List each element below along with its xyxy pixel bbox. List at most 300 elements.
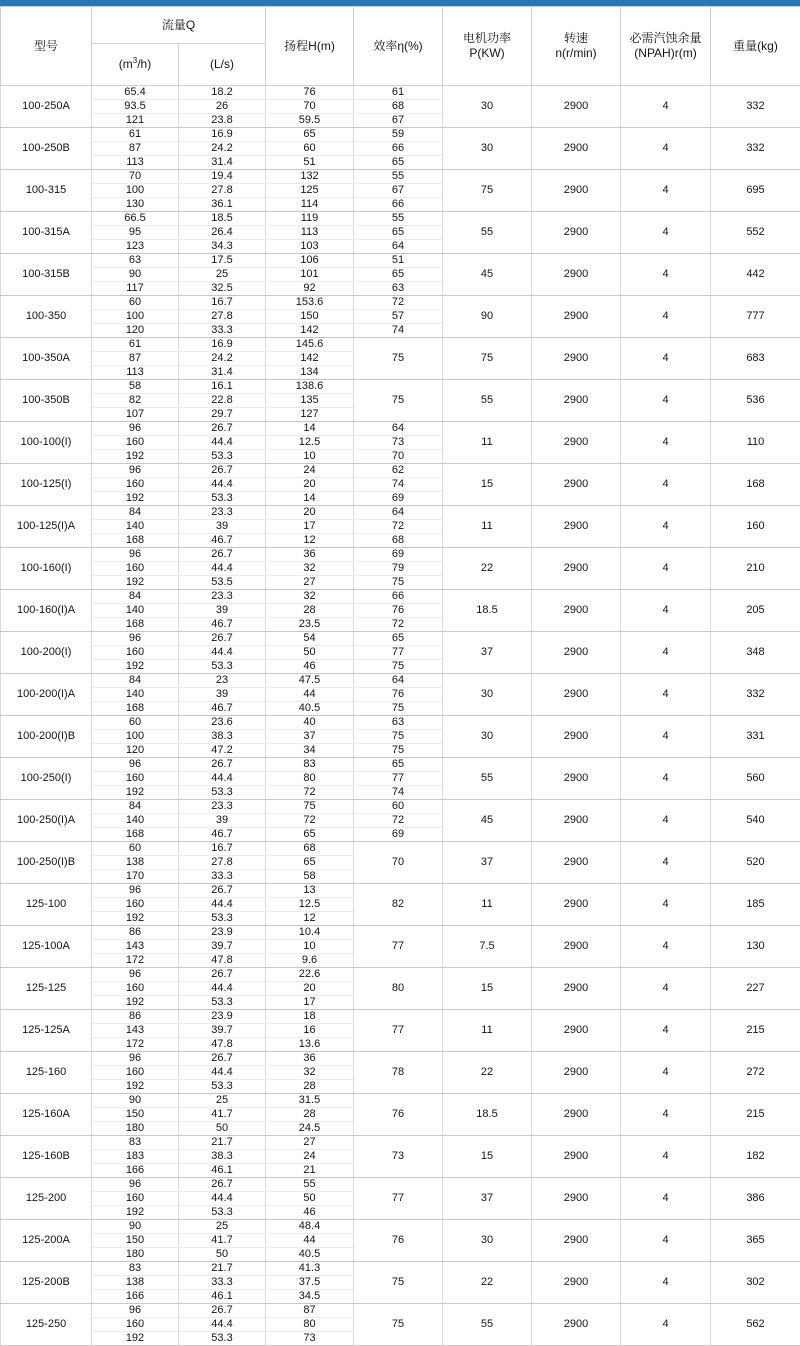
model-cell: 125-160B <box>1 1136 92 1178</box>
flow-ls-cell: 16.9 <box>179 338 266 352</box>
head-cell: 80 <box>266 772 354 786</box>
speed-cell: 2900 <box>532 254 621 296</box>
npsh-cell: 4 <box>621 128 711 170</box>
flow-ls-cell: 23.3 <box>179 800 266 814</box>
model-cell: 100-315B <box>1 254 92 296</box>
flow-ls-cell: 19.4 <box>179 170 266 184</box>
flow-m3h-cell: 120 <box>92 324 179 338</box>
flow-ls-cell: 26.7 <box>179 548 266 562</box>
flow-m3h-cell: 83 <box>92 1136 179 1150</box>
flow-ls-cell: 34.3 <box>179 240 266 254</box>
weight-cell: 348 <box>711 632 800 674</box>
head-cell: 44 <box>266 688 354 702</box>
flow-m3h-cell: 183 <box>92 1150 179 1164</box>
flow-m3h-cell: 96 <box>92 758 179 772</box>
flow-ls-cell: 26.7 <box>179 1052 266 1066</box>
flow-m3h-cell: 83 <box>92 1262 179 1276</box>
weight-cell: 160 <box>711 506 800 548</box>
head-cell: 65 <box>266 828 354 842</box>
head-cell: 36 <box>266 548 354 562</box>
speed-cell: 2900 <box>532 1220 621 1262</box>
flow-ls-cell: 23.9 <box>179 926 266 940</box>
header-head: 扬程H(m) <box>266 7 354 86</box>
npsh-cell: 4 <box>621 1094 711 1136</box>
npsh-cell: 4 <box>621 338 711 380</box>
flow-m3h-cell: 65.4 <box>92 86 179 100</box>
table-row <box>1 338 800 352</box>
weight-cell: 130 <box>711 926 800 968</box>
flow-m3h-cell: 192 <box>92 912 179 926</box>
efficiency-cell: 76 <box>354 688 443 702</box>
model-cell: 125-100A <box>1 926 92 968</box>
power-cell: 37 <box>443 632 532 674</box>
model-cell: 125-250 <box>1 1304 92 1346</box>
flow-m3h-cell: 180 <box>92 1122 179 1136</box>
model-cell: 100-200(I)B <box>1 716 92 758</box>
flow-m3h-cell: 130 <box>92 198 179 212</box>
flow-ls-cell: 46.1 <box>179 1290 266 1304</box>
table-row <box>1 170 800 184</box>
table-row <box>1 506 800 520</box>
flow-ls-cell: 36.1 <box>179 198 266 212</box>
head-cell: 20 <box>266 982 354 996</box>
head-cell: 59.5 <box>266 114 354 128</box>
power-cell: 55 <box>443 380 532 422</box>
table-row <box>1 212 800 226</box>
weight-cell: 332 <box>711 674 800 716</box>
power-cell: 11 <box>443 884 532 926</box>
flow-m3h-cell: 192 <box>92 1206 179 1220</box>
flow-ls-cell: 29.7 <box>179 408 266 422</box>
flow-m3h-cell: 192 <box>92 576 179 590</box>
flow-ls-cell: 24.2 <box>179 142 266 156</box>
head-cell: 60 <box>266 142 354 156</box>
flow-m3h-cell: 160 <box>92 898 179 912</box>
head-cell: 142 <box>266 324 354 338</box>
flow-m3h-cell: 96 <box>92 1178 179 1192</box>
head-cell: 106 <box>266 254 354 268</box>
head-cell: 10.4 <box>266 926 354 940</box>
npsh-cell: 4 <box>621 842 711 884</box>
efficiency-cell: 74 <box>354 786 443 800</box>
flow-ls-cell: 22.8 <box>179 394 266 408</box>
npsh-cell: 4 <box>621 926 711 968</box>
efficiency-cell: 66 <box>354 590 443 604</box>
flow-m3h-cell: 138 <box>92 1276 179 1290</box>
head-cell: 40.5 <box>266 1248 354 1262</box>
power-cell: 30 <box>443 716 532 758</box>
flow-ls-cell: 53.5 <box>179 576 266 590</box>
flow-ls-cell: 25 <box>179 1094 266 1108</box>
efficiency-cell: 64 <box>354 506 443 520</box>
flow-m3h-cell: 160 <box>92 646 179 660</box>
efficiency-cell: 75 <box>354 1304 443 1346</box>
efficiency-cell: 72 <box>354 296 443 310</box>
head-cell: 32 <box>266 562 354 576</box>
flow-m3h-cell: 170 <box>92 870 179 884</box>
head-cell: 32 <box>266 1066 354 1080</box>
flow-m3h-cell: 96 <box>92 632 179 646</box>
flow-ls-cell: 38.3 <box>179 1150 266 1164</box>
flow-ls-cell: 46.1 <box>179 1164 266 1178</box>
flow-m3h-cell: 107 <box>92 408 179 422</box>
flow-m3h-cell: 160 <box>92 982 179 996</box>
flow-m3h-cell: 140 <box>92 688 179 702</box>
power-cell: 22 <box>443 548 532 590</box>
weight-cell: 227 <box>711 968 800 1010</box>
weight-cell: 168 <box>711 464 800 506</box>
head-cell: 65 <box>266 128 354 142</box>
efficiency-cell: 68 <box>354 100 443 114</box>
flow-ls-cell: 53.3 <box>179 996 266 1010</box>
head-cell: 40 <box>266 716 354 730</box>
npsh-cell: 4 <box>621 1220 711 1262</box>
efficiency-cell: 60 <box>354 800 443 814</box>
flow-m3h-cell: 121 <box>92 114 179 128</box>
head-cell: 72 <box>266 814 354 828</box>
npsh-cell: 4 <box>621 212 711 254</box>
table-row <box>1 1010 800 1024</box>
npsh-cell: 4 <box>621 716 711 758</box>
efficiency-cell: 73 <box>354 1136 443 1178</box>
head-cell: 150 <box>266 310 354 324</box>
head-cell: 20 <box>266 478 354 492</box>
head-cell: 34.5 <box>266 1290 354 1304</box>
power-cell: 55 <box>443 212 532 254</box>
model-cell: 125-160A <box>1 1094 92 1136</box>
efficiency-cell: 73 <box>354 436 443 450</box>
efficiency-cell: 64 <box>354 422 443 436</box>
model-cell: 100-350 <box>1 296 92 338</box>
flow-ls-cell: 44.4 <box>179 562 266 576</box>
header-flow-m3h: $(m^3/h)$ <box>92 44 179 86</box>
weight-cell: 110 <box>711 422 800 464</box>
head-cell: 28 <box>266 1080 354 1094</box>
model-cell: 125-125A <box>1 1010 92 1052</box>
flow-ls-cell: 27.8 <box>179 856 266 870</box>
efficiency-cell: 75 <box>354 380 443 422</box>
weight-cell: 540 <box>711 800 800 842</box>
flow-m3h-cell: 192 <box>92 450 179 464</box>
table-row <box>1 380 800 394</box>
npsh-cell: 4 <box>621 170 711 212</box>
head-cell: 9.6 <box>266 954 354 968</box>
speed-cell: 2900 <box>532 422 621 464</box>
flow-ls-cell: 53.3 <box>179 660 266 674</box>
flow-ls-cell: 53.3 <box>179 1206 266 1220</box>
table-row <box>1 1220 800 1234</box>
flow-m3h-cell: 84 <box>92 590 179 604</box>
power-cell: 37 <box>443 1178 532 1220</box>
flow-m3h-cell: 140 <box>92 604 179 618</box>
flow-ls-cell: 47.8 <box>179 954 266 968</box>
flow-m3h-cell: 96 <box>92 548 179 562</box>
model-cell: 125-200A <box>1 1220 92 1262</box>
table-header <box>1 7 800 86</box>
power-cell: 11 <box>443 422 532 464</box>
head-cell: 58 <box>266 870 354 884</box>
efficiency-cell: 77 <box>354 1010 443 1052</box>
flow-m3h-cell: 100 <box>92 310 179 324</box>
efficiency-cell: 75 <box>354 730 443 744</box>
efficiency-cell: 79 <box>354 562 443 576</box>
speed-cell: 2900 <box>532 1136 621 1178</box>
head-cell: 22.6 <box>266 968 354 982</box>
flow-m3h-cell: 172 <box>92 954 179 968</box>
efficiency-cell: 74 <box>354 478 443 492</box>
npsh-cell: 4 <box>621 590 711 632</box>
efficiency-cell: 65 <box>354 632 443 646</box>
efficiency-cell: 64 <box>354 674 443 688</box>
npsh-cell: 4 <box>621 1136 711 1178</box>
model-cell: 100-350A <box>1 338 92 380</box>
table-row <box>1 1304 800 1318</box>
flow-ls-cell: 47.8 <box>179 1038 266 1052</box>
npsh-cell: 4 <box>621 758 711 800</box>
power-cell: 15 <box>443 464 532 506</box>
efficiency-cell: 55 <box>354 170 443 184</box>
flow-ls-cell: 23.8 <box>179 114 266 128</box>
efficiency-cell: 78 <box>354 1052 443 1094</box>
npsh-cell: 4 <box>621 1010 711 1052</box>
flow-ls-cell: 33.3 <box>179 1276 266 1290</box>
flow-ls-cell: 39.7 <box>179 1024 266 1038</box>
flow-ls-cell: 46.7 <box>179 618 266 632</box>
table-row <box>1 254 800 268</box>
model-cell: 100-200(I) <box>1 632 92 674</box>
speed-cell: 2900 <box>532 1094 621 1136</box>
head-cell: 68 <box>266 842 354 856</box>
table-row <box>1 674 800 688</box>
head-cell: 14 <box>266 422 354 436</box>
efficiency-cell: 70 <box>354 842 443 884</box>
head-cell: 47.5 <box>266 674 354 688</box>
flow-ls-cell: 26.7 <box>179 422 266 436</box>
table-row <box>1 1052 800 1066</box>
flow-m3h-cell: 66.5 <box>92 212 179 226</box>
head-cell: 41.3 <box>266 1262 354 1276</box>
head-cell: 119 <box>266 212 354 226</box>
npsh-cell: 4 <box>621 674 711 716</box>
head-cell: 134 <box>266 366 354 380</box>
head-cell: 138.6 <box>266 380 354 394</box>
table-row <box>1 128 800 142</box>
model-cell: 125-125 <box>1 968 92 1010</box>
flow-m3h-cell: 82 <box>92 394 179 408</box>
npsh-cell: 4 <box>621 1178 711 1220</box>
head-cell: 50 <box>266 1192 354 1206</box>
head-cell: 75 <box>266 800 354 814</box>
flow-m3h-cell: 96 <box>92 968 179 982</box>
flow-ls-cell: 46.7 <box>179 828 266 842</box>
model-cell: 125-200B <box>1 1262 92 1304</box>
head-cell: 31.5 <box>266 1094 354 1108</box>
flow-ls-cell: 39 <box>179 520 266 534</box>
efficiency-cell: 65 <box>354 268 443 282</box>
head-cell: 37 <box>266 730 354 744</box>
speed-cell: 2900 <box>532 380 621 422</box>
header-flow-ls: (L/s) <box>179 44 266 86</box>
flow-ls-cell: 53.3 <box>179 492 266 506</box>
model-cell: 125-200 <box>1 1178 92 1220</box>
npsh-cell: 4 <box>621 380 711 422</box>
flow-ls-cell: 53.3 <box>179 912 266 926</box>
flow-ls-cell: 18.2 <box>179 86 266 100</box>
flow-m3h-cell: 113 <box>92 366 179 380</box>
flow-ls-cell: 26.7 <box>179 1178 266 1192</box>
table-row <box>1 548 800 562</box>
flow-m3h-cell: 87 <box>92 352 179 366</box>
table-row <box>1 632 800 646</box>
efficiency-cell: 77 <box>354 646 443 660</box>
speed-cell: 2900 <box>532 1178 621 1220</box>
speed-cell: 2900 <box>532 590 621 632</box>
flow-ls-cell: 50 <box>179 1122 266 1136</box>
weight-cell: 331 <box>711 716 800 758</box>
npsh-cell: 4 <box>621 464 711 506</box>
table-row <box>1 422 800 436</box>
efficiency-cell: 77 <box>354 772 443 786</box>
model-cell: 100-100(I) <box>1 422 92 464</box>
table-row <box>1 968 800 982</box>
head-cell: 36 <box>266 1052 354 1066</box>
efficiency-cell: 65 <box>354 758 443 772</box>
flow-m3h-cell: 166 <box>92 1290 179 1304</box>
flow-ls-cell: 53.3 <box>179 450 266 464</box>
flow-ls-cell: 23.6 <box>179 716 266 730</box>
weight-cell: 683 <box>711 338 800 380</box>
head-cell: 113 <box>266 226 354 240</box>
table-body <box>1 86 800 1346</box>
flow-m3h-cell: 160 <box>92 436 179 450</box>
flow-m3h-cell: 96 <box>92 464 179 478</box>
flow-ls-cell: 25 <box>179 1220 266 1234</box>
weight-cell: 332 <box>711 128 800 170</box>
power-cell: 45 <box>443 254 532 296</box>
table-row <box>1 1136 800 1150</box>
flow-ls-cell: 27.8 <box>179 310 266 324</box>
flow-ls-cell: 38.3 <box>179 730 266 744</box>
flow-ls-cell: 39.7 <box>179 940 266 954</box>
flow-m3h-cell: 117 <box>92 282 179 296</box>
flow-ls-cell: 33.3 <box>179 324 266 338</box>
head-cell: 28 <box>266 1108 354 1122</box>
flow-ls-cell: 26.7 <box>179 758 266 772</box>
flow-ls-cell: 44.4 <box>179 478 266 492</box>
flow-ls-cell: 44.4 <box>179 1318 266 1332</box>
efficiency-cell: 68 <box>354 534 443 548</box>
flow-ls-cell: 44.4 <box>179 1066 266 1080</box>
efficiency-cell: 55 <box>354 212 443 226</box>
flow-ls-cell: 44.4 <box>179 1192 266 1206</box>
head-cell: 10 <box>266 450 354 464</box>
head-cell: 54 <box>266 632 354 646</box>
head-cell: 127 <box>266 408 354 422</box>
flow-ls-cell: 39 <box>179 814 266 828</box>
flow-ls-cell: 16.7 <box>179 296 266 310</box>
speed-cell: 2900 <box>532 1010 621 1052</box>
flow-m3h-cell: 87 <box>92 142 179 156</box>
flow-m3h-cell: 100 <box>92 730 179 744</box>
power-cell: 22 <box>443 1262 532 1304</box>
weight-cell: 777 <box>711 296 800 338</box>
head-cell: 70 <box>266 100 354 114</box>
efficiency-cell: 77 <box>354 1178 443 1220</box>
head-cell: 44 <box>266 1234 354 1248</box>
efficiency-cell: 57 <box>354 310 443 324</box>
flow-ls-cell: 50 <box>179 1248 266 1262</box>
head-cell: 21 <box>266 1164 354 1178</box>
flow-ls-cell: 26.4 <box>179 226 266 240</box>
efficiency-cell: 72 <box>354 520 443 534</box>
efficiency-cell: 75 <box>354 744 443 758</box>
power-cell: 55 <box>443 1304 532 1346</box>
flow-m3h-cell: 192 <box>92 492 179 506</box>
flow-m3h-cell: 168 <box>92 828 179 842</box>
weight-cell: 560 <box>711 758 800 800</box>
speed-cell: 2900 <box>532 338 621 380</box>
pump-spec-table <box>0 6 800 1346</box>
head-cell: 12.5 <box>266 436 354 450</box>
flow-ls-cell: 23.9 <box>179 1010 266 1024</box>
flow-m3h-cell: 70 <box>92 170 179 184</box>
efficiency-cell: 65 <box>354 156 443 170</box>
speed-cell: 2900 <box>532 464 621 506</box>
head-cell: 92 <box>266 282 354 296</box>
power-cell: 15 <box>443 968 532 1010</box>
weight-cell: 442 <box>711 254 800 296</box>
power-cell: 37 <box>443 842 532 884</box>
head-cell: 27 <box>266 576 354 590</box>
flow-m3h-cell: 166 <box>92 1164 179 1178</box>
efficiency-cell: 67 <box>354 114 443 128</box>
model-cell: 100-250(I)B <box>1 842 92 884</box>
flow-m3h-cell: 86 <box>92 1010 179 1024</box>
efficiency-cell: 76 <box>354 604 443 618</box>
npsh-cell: 4 <box>621 86 711 128</box>
table-row <box>1 1262 800 1276</box>
efficiency-cell: 72 <box>354 618 443 632</box>
flow-ls-cell: 41.7 <box>179 1108 266 1122</box>
weight-cell: 552 <box>711 212 800 254</box>
flow-ls-cell: 26.7 <box>179 884 266 898</box>
head-cell: 12 <box>266 912 354 926</box>
header-efficiency: 效率η(%) <box>354 7 443 86</box>
flow-m3h-cell: 192 <box>92 1332 179 1346</box>
head-cell: 24.5 <box>266 1122 354 1136</box>
flow-ls-cell: 53.3 <box>179 1080 266 1094</box>
efficiency-cell: 70 <box>354 450 443 464</box>
power-cell: 30 <box>443 128 532 170</box>
flow-m3h-cell: 95 <box>92 226 179 240</box>
flow-m3h-cell: 84 <box>92 800 179 814</box>
power-cell: 7.5 <box>443 926 532 968</box>
flow-ls-cell: 44.4 <box>179 982 266 996</box>
head-cell: 103 <box>266 240 354 254</box>
power-cell: 18.5 <box>443 590 532 632</box>
flow-ls-cell: 53.3 <box>179 786 266 800</box>
flow-m3h-cell: 123 <box>92 240 179 254</box>
flow-m3h-cell: 90 <box>92 1094 179 1108</box>
power-cell: 90 <box>443 296 532 338</box>
flow-m3h-cell: 100 <box>92 184 179 198</box>
model-cell: 100-200(I)A <box>1 674 92 716</box>
flow-m3h-cell: 120 <box>92 744 179 758</box>
head-cell: 51 <box>266 156 354 170</box>
efficiency-cell: 62 <box>354 464 443 478</box>
header-flow-group: 流量Q <box>92 7 266 44</box>
flow-ls-cell: 21.7 <box>179 1136 266 1150</box>
